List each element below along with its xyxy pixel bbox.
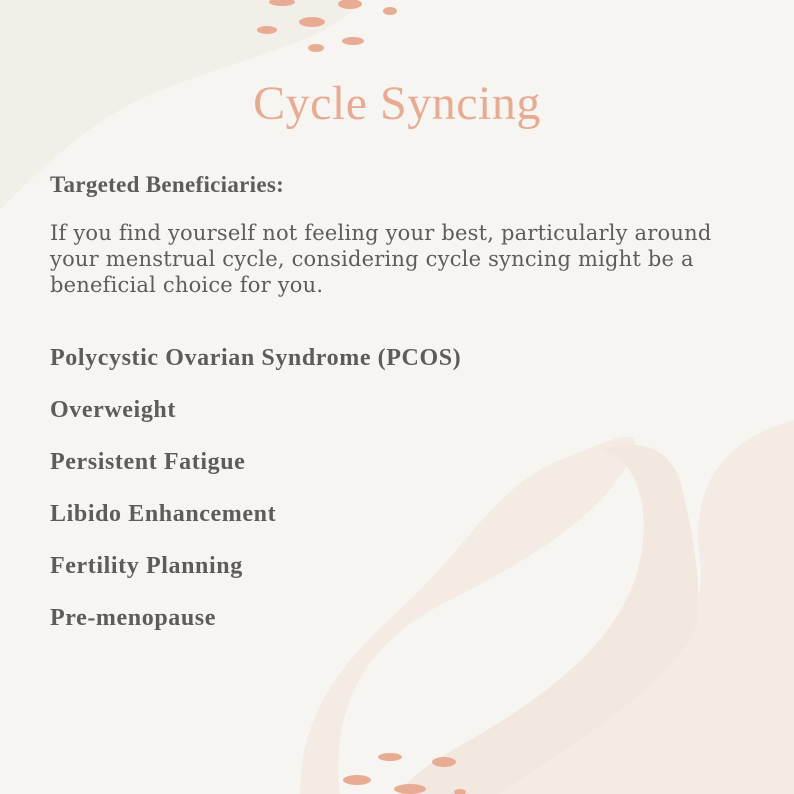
list-item: Pre-menopause xyxy=(50,605,217,631)
conditions-list xyxy=(50,340,461,652)
list-item: Polycystic Ovarian Syndrome (PCOS) xyxy=(50,345,462,371)
list-item: Persistent Fatigue xyxy=(50,449,246,475)
page-title: Cycle Syncing xyxy=(253,77,541,130)
list-item: Overweight xyxy=(50,397,176,423)
section-heading: Targeted Beneficiaries: xyxy=(50,172,285,197)
list-item: Fertility Planning xyxy=(50,553,243,579)
list-item: Libido Enhancement xyxy=(50,501,277,527)
intro-paragraph: If you find yourself not feeling your best, particularly around your menstrual cycle, considering cycle syncing might be a beneficial choice for you. xyxy=(50,221,712,297)
